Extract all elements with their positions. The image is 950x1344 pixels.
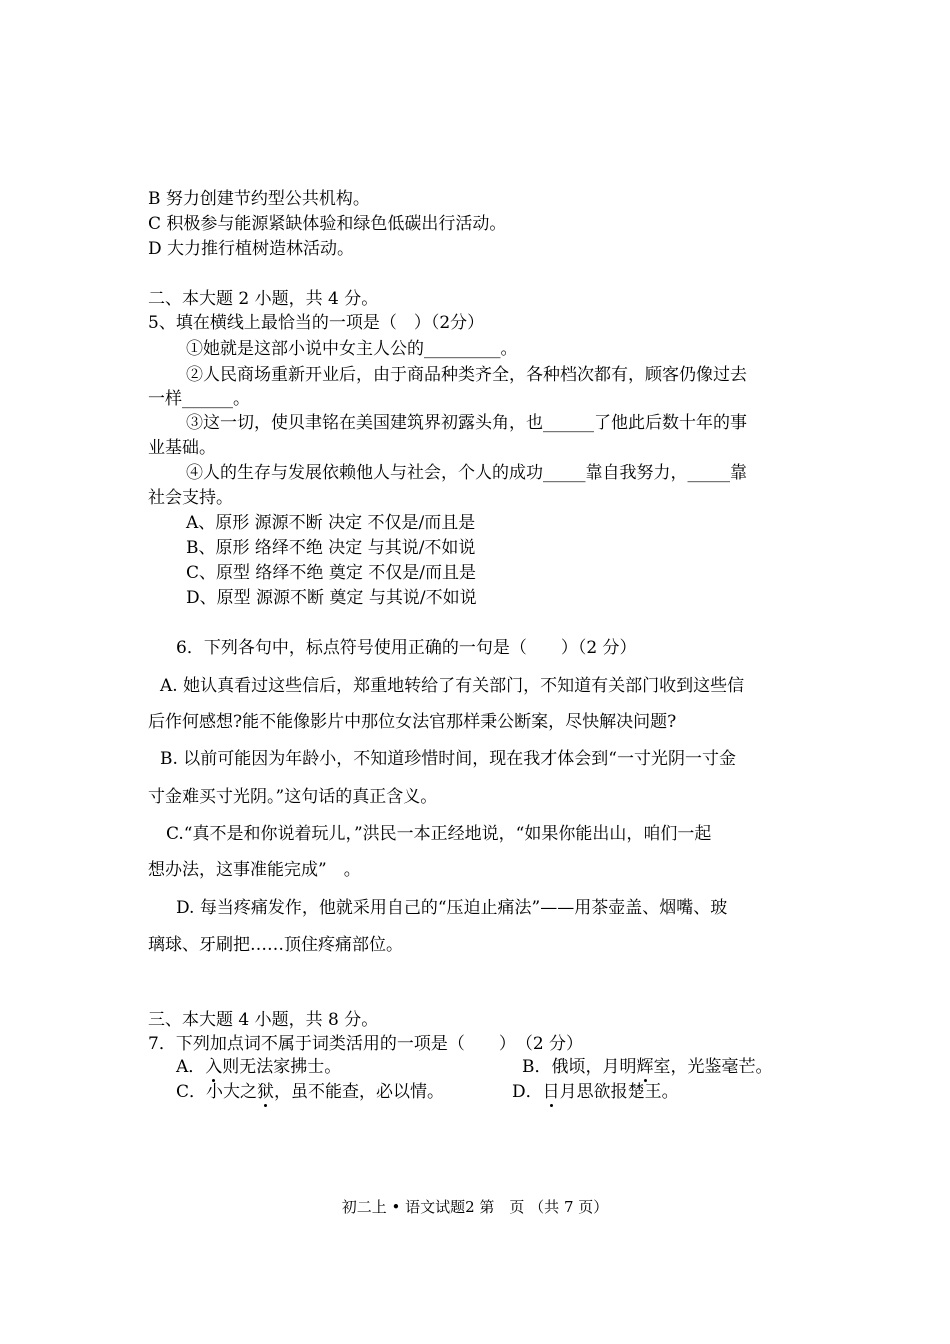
q6-option-a-line2: 后作何感想?能不能像影片中那位女法官那样秉公断案，尽快解决问题? <box>148 712 677 732</box>
q7-option-a <box>176 1056 341 1078</box>
q5-option-a: A、原形 源源不断 决定 不仅是/而且是 <box>186 513 476 533</box>
q7-option-d-prefix: D． <box>512 1082 543 1102</box>
q6-option-d-line1: D. 每当疼痛发作，他就采用自己的“压迫止痛法”——用茶壶盖、烟嘴、玻 <box>176 898 728 918</box>
q7-option-b-rest: 室，光鉴毫芒。 <box>653 1057 773 1077</box>
q5-sentence-3b: 业基础。 <box>148 438 216 458</box>
q7-option-a-rest: 则无法家拂士。 <box>222 1057 342 1077</box>
q5-sentence-1: ①她就是这部小说中女主人公的_________。 <box>186 339 518 359</box>
q7-option-c <box>176 1081 444 1103</box>
q4-option-b: B 努力创建节约型公共机构。 <box>148 189 370 209</box>
q5-sentence-4a: ④人的生存与发展依赖他人与社会，个人的成功_____靠自我努力，_____靠 <box>186 463 747 483</box>
q7-option-a-dotted-word: 入 <box>205 1057 223 1077</box>
q5-stem: 5、填在横线上最恰当的一项是（ ）（2分） <box>148 313 485 333</box>
q5-sentence-4b: 社会支持。 <box>148 488 233 508</box>
q7-option-b <box>522 1056 773 1078</box>
section3-header: 三、本大题 4 小题，共 8 分。 <box>148 1010 379 1030</box>
q5-sentence-3a: ③这一切，使贝聿铭在美国建筑界初露头角，也______了他此后数十年的事 <box>186 413 747 433</box>
q7-option-b-dotted-word: 辉 <box>636 1057 654 1077</box>
q5-sentence-2a: ②人民商场重新开业后，由于商品种类齐全，各种档次都有，顾客仍像过去 <box>186 365 747 385</box>
q7-option-a-prefix: A． <box>176 1057 206 1077</box>
q7-option-b-prefix: B．俄顷，月明 <box>522 1057 637 1077</box>
q6-option-b-line1: B. 以前可能因为年龄小，不知道珍惜时间，现在我才体会到“一寸光阴一寸金 <box>160 749 736 769</box>
q7-option-c-prefix: C．小大之 <box>176 1082 258 1102</box>
q6-option-c-line2: 想办法，这事准能完成” 。 <box>148 860 361 880</box>
q6-option-d-line2: 璃球、牙刷把……顶住疼痛部位。 <box>148 935 403 955</box>
q4-option-c: C 积极参与能源紧缺体验和绿色低碳出行活动。 <box>148 214 507 234</box>
q7-option-c-rest: ，虽不能查，必以情。 <box>274 1082 445 1102</box>
q6-option-a-line1: A. 她认真看过这些信后，郑重地转给了有关部门，不知道有关部门收到这些信 <box>160 676 745 696</box>
q6-option-c-line1: C.“真不是和你说着玩儿，”洪民一本正经地说，“如果你能出山，咱们一起 <box>166 824 712 844</box>
q5-sentence-2b: 一样______。 <box>148 389 250 409</box>
q5-option-b: B、原形 络绎不绝 决定 与其说/不如说 <box>186 538 476 558</box>
q7-option-d-rest: 月思欲报楚王。 <box>559 1082 679 1102</box>
section2-header: 二、本大题 2 小题，共 4 分。 <box>148 289 379 309</box>
q4-option-d: D 大力推行植树造林活动。 <box>148 239 355 259</box>
q7-stem: 7．下列加点词不属于词类活用的一项是（ ） （2 分） <box>148 1034 584 1054</box>
q6-option-b-line2: 寸金难买寸光阴。”这句话的真正含义。 <box>148 787 438 807</box>
q5-option-d: D、原型 源源不断 奠定 与其说/不如说 <box>186 588 477 608</box>
q7-option-c-dotted-word: 狱 <box>257 1082 275 1102</box>
q7-option-d-dotted-word: 日 <box>542 1082 560 1102</box>
q7-option-d <box>512 1081 679 1103</box>
page-footer: 初二上 • 语文试题2 第 页 （共 7 页） <box>341 1198 609 1216</box>
q5-option-c: C、原型 络绎不绝 奠定 不仅是/而且是 <box>186 563 476 583</box>
q6-stem: 6．下列各句中，标点符号使用正确的一句是（ ）（2 分） <box>176 638 637 658</box>
